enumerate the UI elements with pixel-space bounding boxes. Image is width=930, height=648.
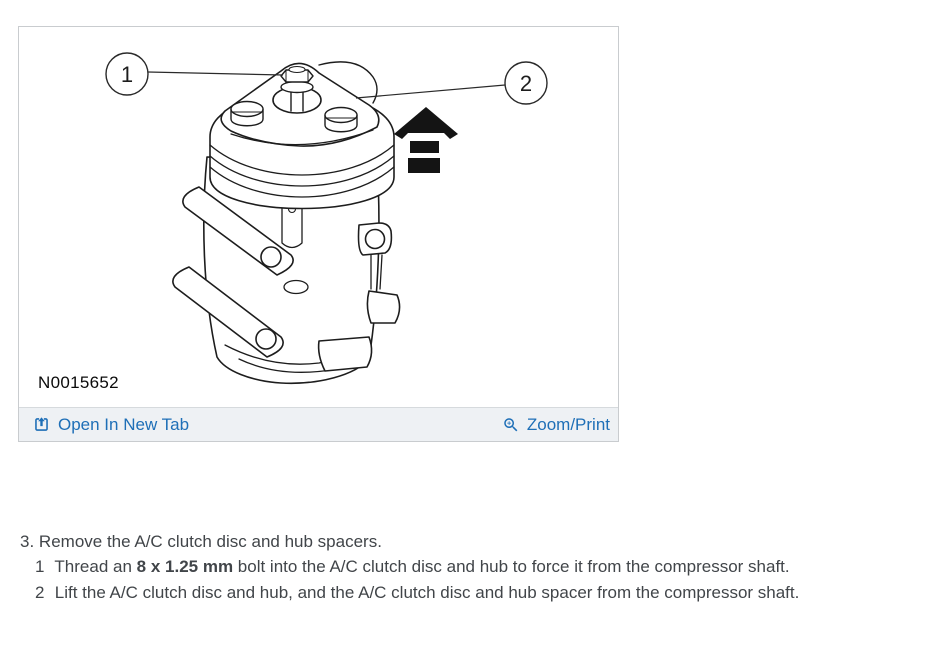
open-in-new-tab-icon [32,415,51,434]
substep-1-text: Thread an 8 x 1.25 mm bolt into the A/C clutch disc and hub to force it from the compressor shaft. [54,557,790,577]
callout-1 [106,53,148,95]
callout-2-number: 2 [519,71,533,96]
zoom-print-label: Zoom/Print [526,415,610,434]
figure-toolbar [19,407,618,441]
instructions-block [0,529,930,605]
substep-2-text: Lift the A/C clutch disc and hub, and the A/C clutch disc and hub spacer from the compressor shaft. [54,582,800,602]
callout-1-number: 1 [120,62,134,87]
open-in-new-tab-label: Open In New Tab [58,415,190,434]
figure-area [19,27,618,407]
bolt-size-value: 8 x 1.25 mm [136,557,234,577]
compressor-diagram [19,27,618,407]
step-3-line [0,529,930,554]
callout-2 [505,62,547,104]
substep-1-line [0,554,930,579]
step-text: Remove the A/C clutch disc and hub spacers. [38,532,382,551]
open-in-new-tab-link[interactable] [32,415,189,434]
zoom-print-link[interactable] [502,416,610,434]
step-number: 3. [20,532,35,551]
substep-1-number: 1 [35,557,45,577]
figure-id-label: N0015652 [38,373,119,392]
zoom-plus-icon [502,416,520,434]
substep-2-number: 2 [35,582,45,602]
substep-2-line [0,580,930,605]
clutch-disc-hub [221,63,379,146]
up-arrow-icon [394,107,458,173]
figure-panel [18,26,619,442]
